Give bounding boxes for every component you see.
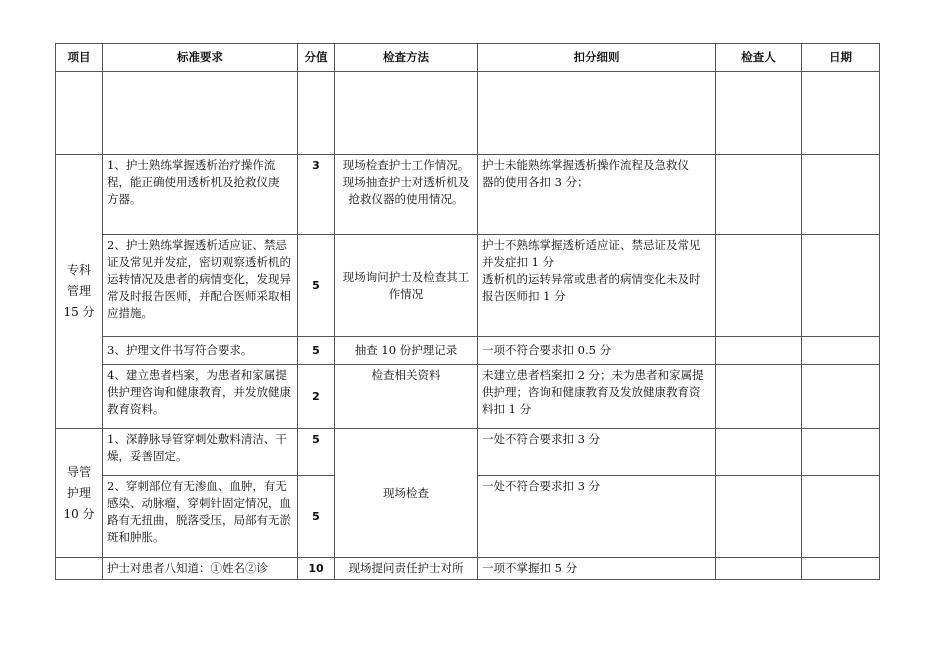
standard-cell: 护士对患者八知道：①姓名②诊 bbox=[103, 558, 298, 580]
score-cell: 5 bbox=[298, 235, 335, 337]
date-cell[interactable] bbox=[802, 558, 880, 580]
empty-cell bbox=[716, 72, 802, 155]
header-item: 项目 bbox=[56, 44, 103, 72]
score-cell: 5 bbox=[298, 337, 335, 365]
header-method: 检查方法 bbox=[335, 44, 478, 72]
category-specialty: 专科 管理 15 分 bbox=[56, 155, 103, 429]
method-cell: 抽查 10 份护理记录 bbox=[335, 337, 478, 365]
standard-cell: 1、深静脉导管穿刺处敷料清洁、干燥，妥善固定。 bbox=[103, 429, 298, 476]
score-cell: 5 bbox=[298, 429, 335, 476]
header-standard: 标准要求 bbox=[103, 44, 298, 72]
standard-cell: 2、护士熟练掌握透析适应证、禁忌证及常见并发症，密切观察透析机的运转情况及患者的病情变化，发现异常及时报告医师，并配合医师采取相应措施。 bbox=[103, 235, 298, 337]
inspector-cell[interactable] bbox=[716, 558, 802, 580]
date-cell[interactable] bbox=[802, 429, 880, 476]
table-row bbox=[56, 429, 880, 476]
deduction-cell: 一项不掌握扣 5 分 bbox=[478, 558, 716, 580]
header-row bbox=[56, 44, 880, 72]
score-cell: 3 bbox=[298, 155, 335, 235]
date-cell[interactable] bbox=[802, 235, 880, 337]
blank-row bbox=[56, 72, 880, 155]
header-deduction: 扣分细则 bbox=[478, 44, 716, 72]
standard-cell: 3、护理文件书写符合要求。 bbox=[103, 337, 298, 365]
inspector-cell[interactable] bbox=[716, 235, 802, 337]
inspector-cell[interactable] bbox=[716, 155, 802, 235]
empty-cell bbox=[56, 72, 103, 155]
table-row bbox=[56, 235, 880, 337]
empty-cell bbox=[298, 72, 335, 155]
table-row bbox=[56, 365, 880, 429]
method-cell: 现场提问责任护士对所 bbox=[335, 558, 478, 580]
empty-cell bbox=[103, 72, 298, 155]
date-cell[interactable] bbox=[802, 337, 880, 365]
empty-cell bbox=[335, 72, 478, 155]
empty-cell bbox=[478, 72, 716, 155]
category-catheter: 导管 护理 10 分 bbox=[56, 429, 103, 558]
category-cell bbox=[56, 558, 103, 580]
inspector-cell[interactable] bbox=[716, 337, 802, 365]
inspector-cell[interactable] bbox=[716, 365, 802, 429]
table-row bbox=[56, 558, 880, 580]
date-cell[interactable] bbox=[802, 155, 880, 235]
score-cell: 5 bbox=[298, 476, 335, 558]
header-date: 日期 bbox=[802, 44, 880, 72]
method-cell: 检查相关资料 bbox=[335, 365, 478, 429]
deduction-cell: 护士不熟练掌握透析适应证、禁忌证及常见并发症扣 1 分 透析机的运转异常或患者的病情变化未及时报告医师扣 1 分 bbox=[478, 235, 716, 337]
deduction-cell: 未建立患者档案扣 2 分；未为患者和家属提供护理；咨询和健康教育及发放健康教育资料扣 1 分 bbox=[478, 365, 716, 429]
date-cell[interactable] bbox=[802, 365, 880, 429]
deduction-cell: 一项不符合要求扣 0.5 分 bbox=[478, 337, 716, 365]
deduction-cell: 护士未能熟练掌握透析操作流程及急救仪 器的使用各扣 3 分； bbox=[478, 155, 716, 235]
inspector-cell[interactable] bbox=[716, 476, 802, 558]
deduction-cell: 一处不符合要求扣 3 分 bbox=[478, 476, 716, 558]
standard-cell: 1、护士熟练掌握透析治疗操作流程，能正确使用透析机及抢救仪庚 方器。 bbox=[103, 155, 298, 235]
empty-cell bbox=[802, 72, 880, 155]
deduction-cell: 一处不符合要求扣 3 分 bbox=[478, 429, 716, 476]
score-cell: 2 bbox=[298, 365, 335, 429]
inspector-cell[interactable] bbox=[716, 429, 802, 476]
header-score: 分值 bbox=[298, 44, 335, 72]
date-cell[interactable] bbox=[802, 476, 880, 558]
method-cell: 现场询问护士及检查其工作情况 bbox=[335, 235, 478, 337]
inspection-table bbox=[55, 43, 880, 580]
table-row bbox=[56, 155, 880, 235]
standard-cell: 4、建立患者档案，为患者和家属提供护理咨询和健康教育，并发放健康教育资料。 bbox=[103, 365, 298, 429]
method-cell: 现场检查护士工作情况。现场抽查护士对透析机及抢救仪器的使用情况。 bbox=[335, 155, 478, 235]
header-inspector: 检查人 bbox=[716, 44, 802, 72]
standard-cell: 2、穿刺部位有无渗血、血肿，有无感染、动脉瘤，穿刺针固定情况，血路有无扭曲，脱落受压，局部有无淤斑和肿胀。 bbox=[103, 476, 298, 558]
score-cell: 10 bbox=[298, 558, 335, 580]
method-cell: 现场检查 bbox=[335, 429, 478, 558]
table-row bbox=[56, 337, 880, 365]
